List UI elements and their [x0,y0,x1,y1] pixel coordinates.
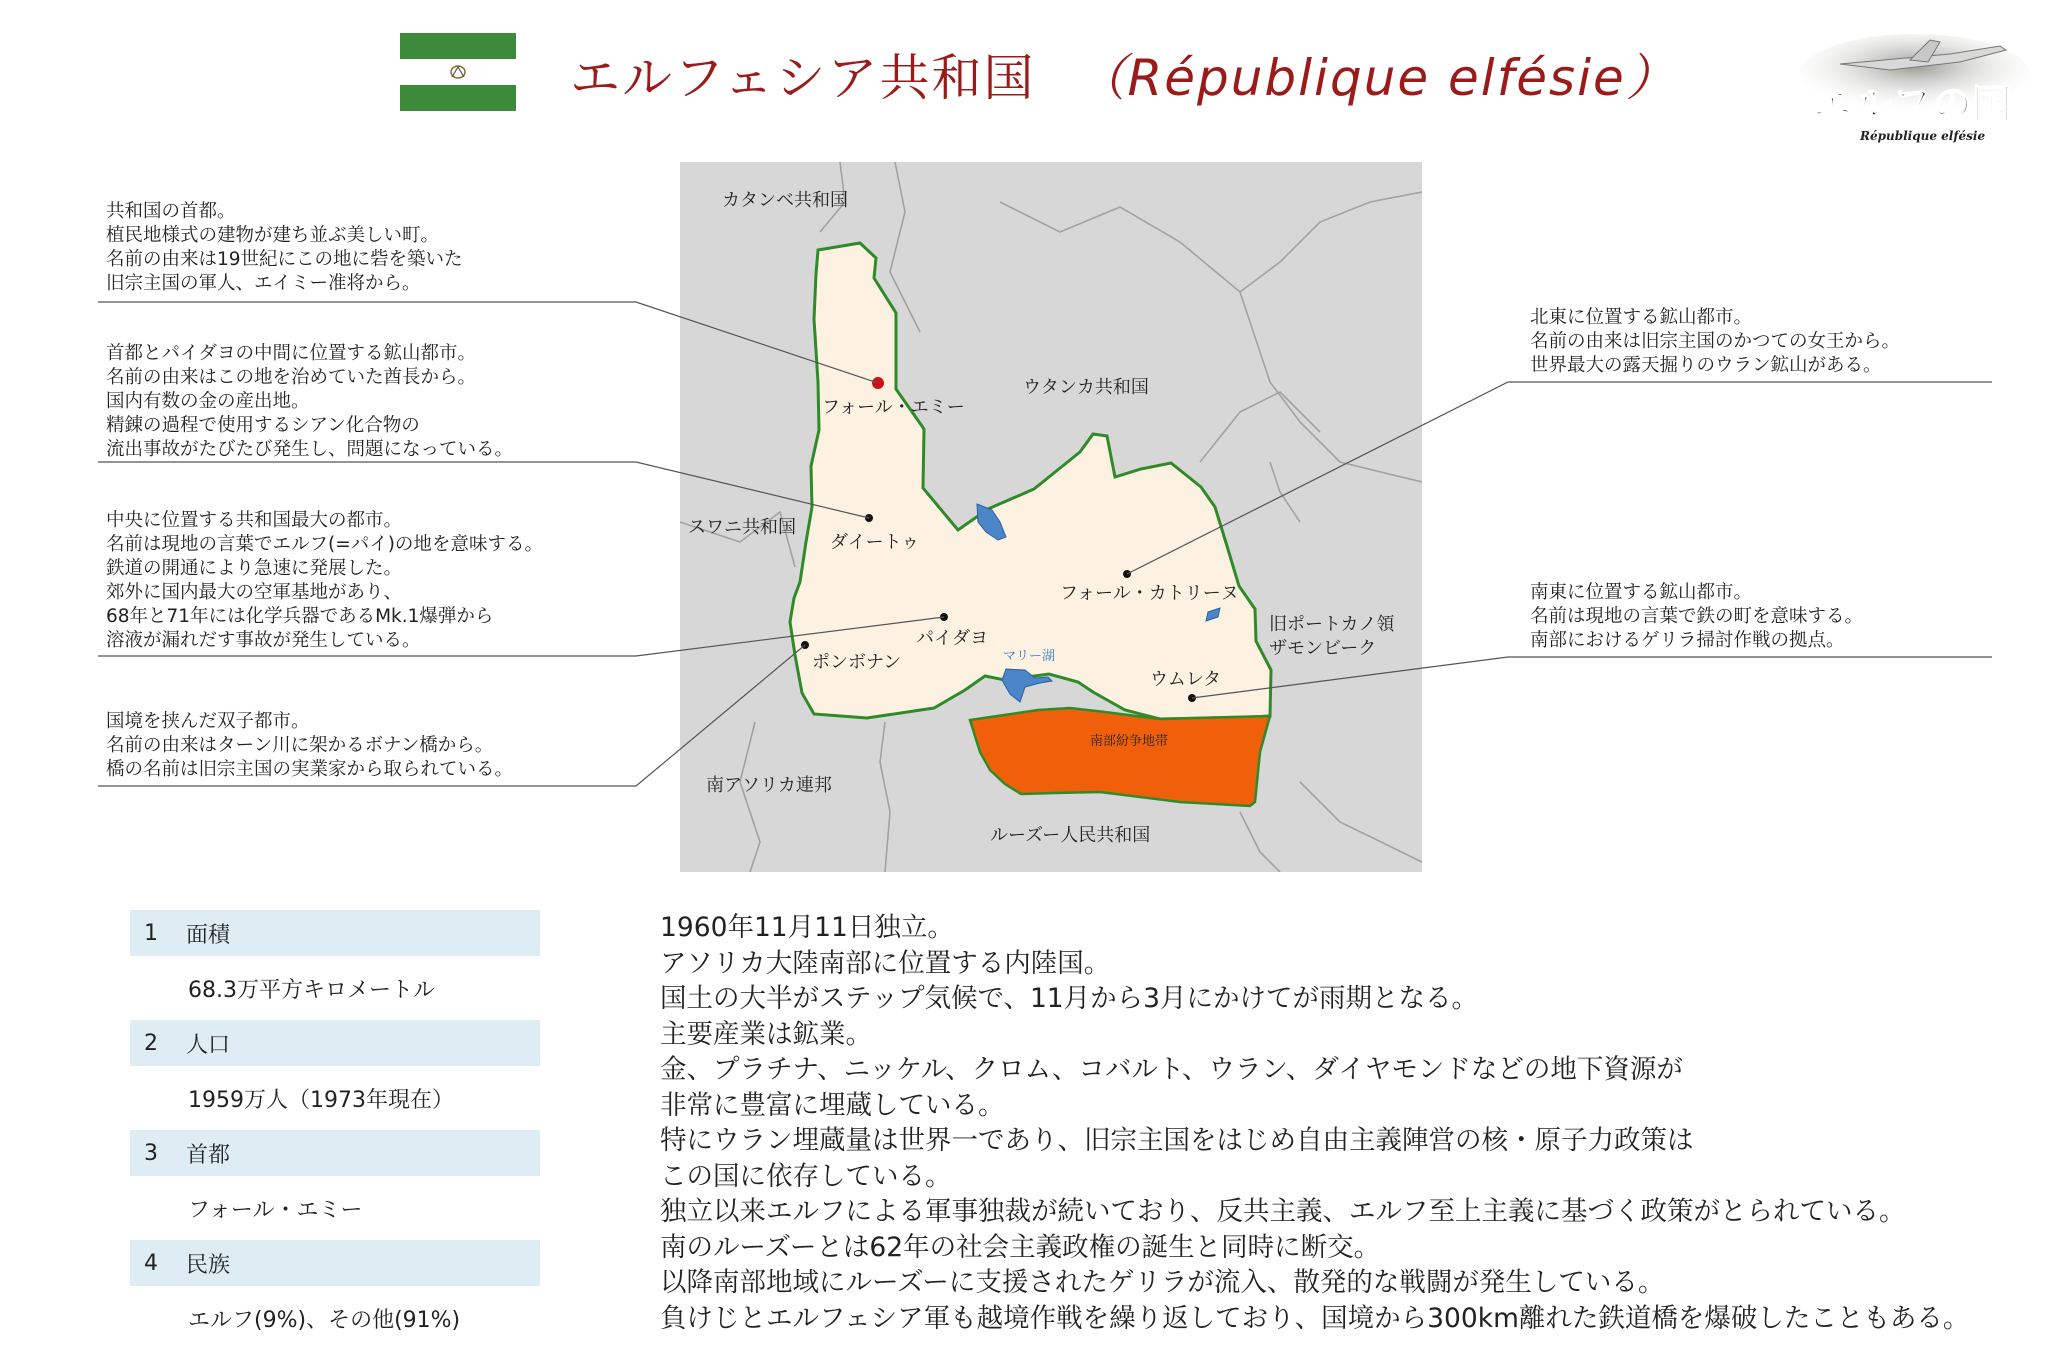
city-marker-umureta [1188,694,1196,702]
title-french: （République elfésie） [1075,49,1678,107]
fact-label: 面積 [186,922,231,948]
description-line: 金、プラチナ、ニッケル、クロム、コバルト、ウラン、ダイヤモンドなどの地下資源が [660,1054,1683,1085]
country-label-katanbe: カタンベ共和国 [722,190,848,211]
fact-label: 人口 [186,1032,231,1058]
fact-value-capital: フォール・エミー [188,1197,363,1223]
description-line: アソリカ大陸南部に位置する内陸国。 [660,947,1111,979]
fact-number: 3 [144,1140,158,1166]
description-line: 負けじとエルフェシア軍も越境作戦を繰り返しており、国境から300km離れた鉄道橋を爆破したこともある。 [660,1302,1970,1334]
fact-value-population: 1959万人（1973年現在） [188,1087,454,1113]
fact-header-population [130,1020,540,1066]
description-line: 特にウラン埋蔵量は世界一であり、旧宗主国をはじめ自由主義陣営の核・原子力政策は [660,1125,1694,1156]
city-label-ponbonan: ポンボナン [812,652,902,673]
annotation-paidayo: 首都とパイダヨの中間に位置する鉱山都市。 名前の由来はこの地を治めていた酋長から。 国内有数の金の産出地。 精錬の過程で使用するシアン化合物の 流出事故がたびたび発生し、問題になっている。 [106,343,514,460]
country-label-swani: スワニ共和国 [688,517,796,538]
description-line: 独立以来エルフによる軍事独裁が続いており、反共主義、エルフ至上主義に基づく政策がとられている。 [660,1196,1906,1227]
fact-header-area [130,910,540,956]
fact-number: 2 [144,1030,158,1056]
capital-marker [872,377,884,389]
annotation-capital: 共和国の首都。 植民地様式の建物が建ち並ぶ美しい町。 名前の由来は19世紀にこの地に砦を築いた 旧宗主国の軍人、エイミー准将から。 [106,201,463,294]
annotation-katrina: 北東に位置する鉱山都市。 名前の由来は旧宗主国のかつての女王から。 世界最大の露天掘りのウラン鉱山がある。 [1530,307,1901,376]
city-label-umureta: ウムレタ [1150,669,1222,690]
city-marker-katrina [1123,570,1131,578]
country-description [660,910,1969,1336]
southern-conflict-zone [970,708,1270,806]
country-map [680,162,1422,872]
description-line: 南のルーズーとは62年の社会主義政権の誕生と同時に断交。 [660,1231,1381,1263]
annotation-umureta: 南東に位置する鉱山都市。 名前は現地の言葉で鉄の町を意味する。 南部におけるゲリラ掃討作戦の拠点。 [1530,582,1864,651]
description-line: この国に依存している。 [660,1160,952,1192]
title-japanese: エルフェシア共和国 [570,49,1036,107]
country-label-south-asorika: 南アソリカ連邦 [706,775,832,796]
city-marker-ponbonan [801,641,809,649]
lake-label-marie: マリー湖 [1003,649,1056,664]
fact-label: 首都 [186,1142,231,1168]
page-title [570,38,1678,110]
country-label-zamonbique: ザモンビーク [1269,638,1377,659]
logo-subtext: République elfésie [1860,129,1986,143]
fact-value-ethnicity: エルフ(9%)、その他(91%) [188,1307,461,1333]
logo [1800,32,2030,150]
fact-value-area: 68.3万平方キロメートル [188,977,435,1003]
fact-number: 4 [144,1250,158,1276]
country-label-ruzu: ルーズー人民共和国 [990,825,1151,846]
conflict-zone-label: 南部紛争地帯 [1090,734,1169,749]
city-marker-daitu [865,514,873,522]
logo-text: エルフの国 [1812,82,2012,128]
fact-label: 民族 [186,1252,231,1278]
fact-header-capital [130,1130,540,1176]
fact-header-ethnicity [130,1240,540,1286]
description-line: 非常に豊富に埋蔵している。 [660,1089,1005,1121]
facts-table [130,910,540,1350]
description-line: 国土の大半がステップ気候で、11月から3月にかけてが雨期となる。 [660,983,1479,1014]
city-label-paidayo: パイダヨ [916,628,988,649]
city-label-fort-amy: フォール・エミー [822,397,965,418]
fact-number: 1 [144,920,158,946]
description-line: 以降南部地域にルーズーに支援されたゲリラが流入、散発的な戦闘が発生している。 [660,1267,1665,1298]
country-label-utanka: ウタンカ共和国 [1023,377,1149,398]
city-marker-paidayo [940,613,948,621]
city-label-fort-katrina: フォール・カトリーヌ [1060,583,1239,604]
annotation-ponbonan: 国境を挟んだ双子都市。 名前の由来はターン川に架かるボナン橋から。 橋の名前は旧宗主国の実業家から取られている。 [106,711,514,780]
city-label-daitu: ダイートゥ [830,532,920,553]
description-line: 主要産業は鉱業。 [660,1018,872,1050]
country-label-port-kano-1: 旧ポートカノ領 [1269,614,1395,635]
description-line: 1960年11月11日独立。 [660,912,954,943]
annotation-daitu: 中央に位置する共和国最大の都市。 名前は現地の言葉でエルフ(=パイ)の地を意味する。 鉄道の開通により急速に発展した。 郊外に国内最大の空軍基地があり、 68年と71年には化学兵器であるMk.1爆弾から 溶液が漏れだす事故が発生している。 [106,510,543,651]
national-flag [400,33,516,111]
